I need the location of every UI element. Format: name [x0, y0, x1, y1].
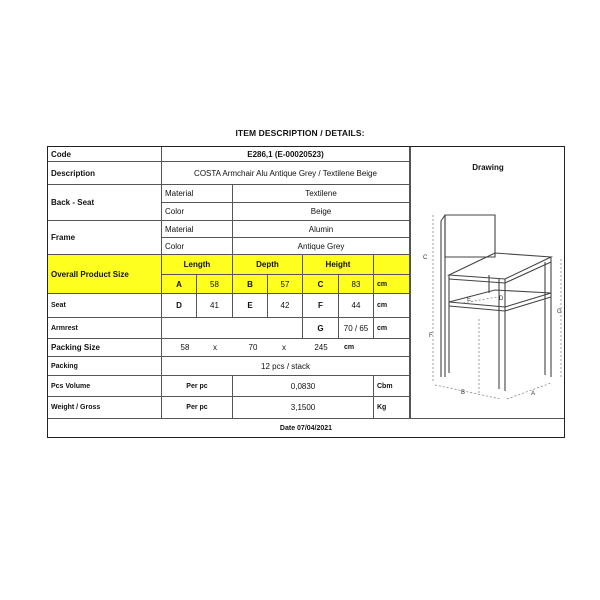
packing-size-x1: x: [213, 343, 217, 352]
description-label: Description: [48, 162, 162, 185]
back-seat-material-label: Material: [162, 185, 233, 203]
volume-value: 0,0830: [233, 376, 374, 397]
description-value: COSTA Armchair Alu Antique Grey / Textilene Beige: [162, 162, 410, 185]
dim-e-letter: E: [233, 294, 268, 318]
back-seat-material-value: Textilene: [233, 185, 410, 203]
drawing-label-f: F: [429, 333, 433, 339]
armrest-label: Armrest: [48, 318, 162, 339]
weight-unit: Kg: [374, 397, 410, 418]
dim-f-value: 44: [339, 294, 374, 318]
dim-a-value: 58: [197, 275, 233, 294]
frame-color-label: Color: [162, 238, 233, 255]
document-heading: ITEM DESCRIPTION / DETAILS:: [235, 128, 365, 138]
back-seat-label: Back - Seat: [48, 185, 162, 221]
dim-d-letter: D: [162, 294, 197, 318]
drawing-label-d: D: [499, 296, 504, 302]
code-label: Code: [48, 147, 162, 162]
dim-c-letter: C: [303, 275, 339, 294]
drawing-label-c: C: [423, 255, 428, 261]
packing-size-height: 245: [314, 343, 328, 352]
drawing-panel: [410, 147, 565, 418]
volume-label: Pcs Volume: [48, 376, 162, 397]
dim-g-value: 70 / 65: [339, 318, 374, 339]
dim-e-value: 42: [268, 294, 303, 318]
weight-label: Weight / Gross: [48, 397, 162, 418]
drawing-label-a: A: [531, 391, 536, 397]
back-seat-color-value: Beige: [233, 203, 410, 221]
code-value: E286,1 (E-00020523): [162, 147, 410, 162]
packing-size-unit: cm: [343, 344, 355, 351]
drawing-label-g: G: [557, 309, 562, 315]
dim-d-value: 41: [197, 294, 233, 318]
volume-unit: Cbm: [374, 376, 410, 397]
overall-size-label: Overall Product Size: [48, 255, 162, 294]
frame-material-value: Alumin: [233, 221, 410, 238]
drawing-label-b: B: [461, 390, 466, 396]
dim-g-letter: G: [303, 318, 339, 339]
depth-header: Depth: [233, 255, 303, 275]
weight-value: 3,1500: [233, 397, 374, 418]
seat-unit: cm: [374, 294, 410, 318]
dim-b-value: 57: [268, 275, 303, 294]
packing-size-depth: 70: [248, 343, 258, 352]
unit-header-blank: [374, 255, 410, 275]
specification-sheet: [47, 146, 565, 438]
drawing-title: Drawing: [472, 163, 504, 172]
frame-color-value: Antique Grey: [233, 238, 410, 255]
packing-size-length: 58: [180, 343, 190, 352]
packing-value: 12 pcs / stack: [162, 357, 410, 376]
height-header: Height: [303, 255, 374, 275]
armrest-blank: [162, 318, 303, 339]
back-seat-color-label: Color: [162, 203, 233, 221]
overall-unit: cm: [374, 275, 410, 294]
length-header: Length: [162, 255, 233, 275]
seat-label: Seat: [48, 294, 162, 318]
packing-label: Packing: [48, 357, 162, 376]
packing-size-label: Packing Size: [48, 339, 162, 357]
drawing-label-e: E: [467, 297, 472, 303]
frame-material-label: Material: [162, 221, 233, 238]
armrest-unit: cm: [374, 318, 410, 339]
weight-per: Per pc: [162, 397, 233, 418]
frame-label: Frame: [48, 221, 162, 255]
dim-b-letter: B: [233, 275, 268, 294]
volume-per: Per pc: [162, 376, 233, 397]
packing-size-x2: x: [282, 343, 286, 352]
dim-c-value: 83: [339, 275, 374, 294]
dim-f-letter: F: [303, 294, 339, 318]
dim-a-letter: A: [162, 275, 197, 294]
chair-line-drawing: [411, 187, 565, 407]
date-footer: Date 07/04/2021: [48, 418, 564, 438]
packing-size-values: [162, 339, 410, 357]
